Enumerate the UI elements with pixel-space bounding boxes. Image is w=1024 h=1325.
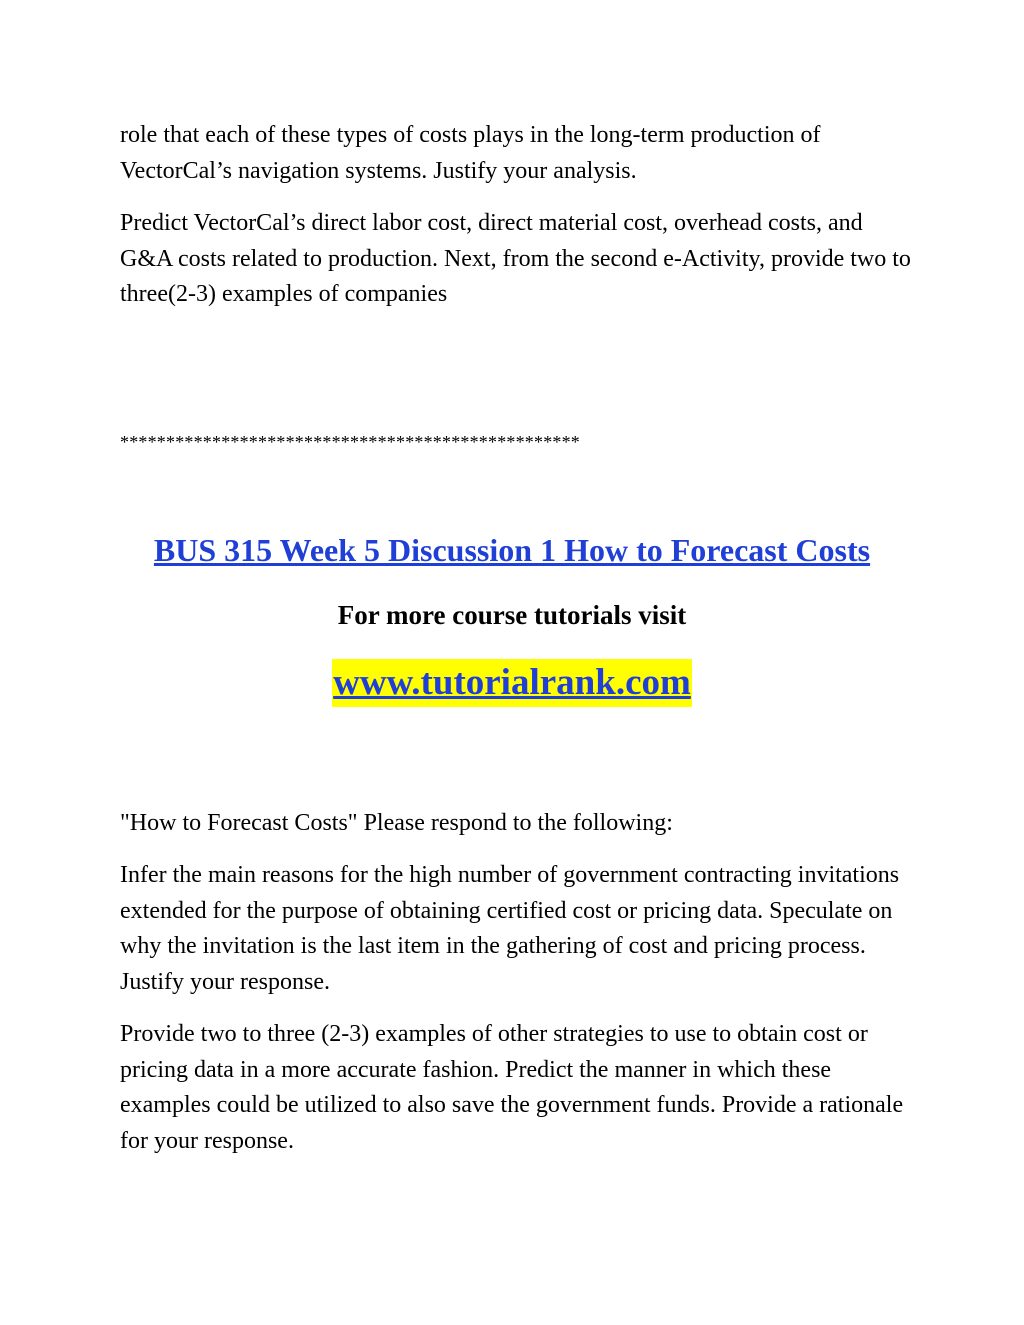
paragraph-strategies: Provide two to three (2-3) examples of other strategies to use to obtain cost or pricing data in a more accurate fashion. Predict the manner in which these examples could be utilized to also save the government funds. Provide a rationale for your response. <box>120 1021 904 1154</box>
discussion-title-link[interactable]: BUS 315 Week 5 Discussion 1 How to Forecast Costs <box>153 532 871 568</box>
paragraph-prompt-intro: "How to Forecast Costs" Please respond to the following: <box>120 810 673 836</box>
separator-asterisks: ************************************************** <box>120 432 580 452</box>
tutorialrank-link[interactable]: www.tutorialrank.com <box>332 659 692 707</box>
paragraph-infer-reasons: Infer the main reasons for the high number of government contracting invitations extended for the purpose of obtaining certified cost or pricing data. Speculate on why the invitation is the last item in the gathering of cost and pricing process. Justify your response. <box>120 862 900 995</box>
paragraph-role-of-costs: role that each of these types of costs plays in the long-term production of VectorCal’s navigation systems. Justify your analysis. <box>120 122 821 184</box>
site-link-wrapper <box>0 659 1024 715</box>
visit-text: For more course tutorials visit <box>337 600 687 630</box>
paragraph-predict-costs: Predict VectorCal’s direct labor cost, direct material cost, overhead costs, and G&A costs related to production. Next, from the second e-Activity, provide two to three(2-3) examples of companies <box>120 210 911 307</box>
discussion-title <box>0 530 1024 570</box>
